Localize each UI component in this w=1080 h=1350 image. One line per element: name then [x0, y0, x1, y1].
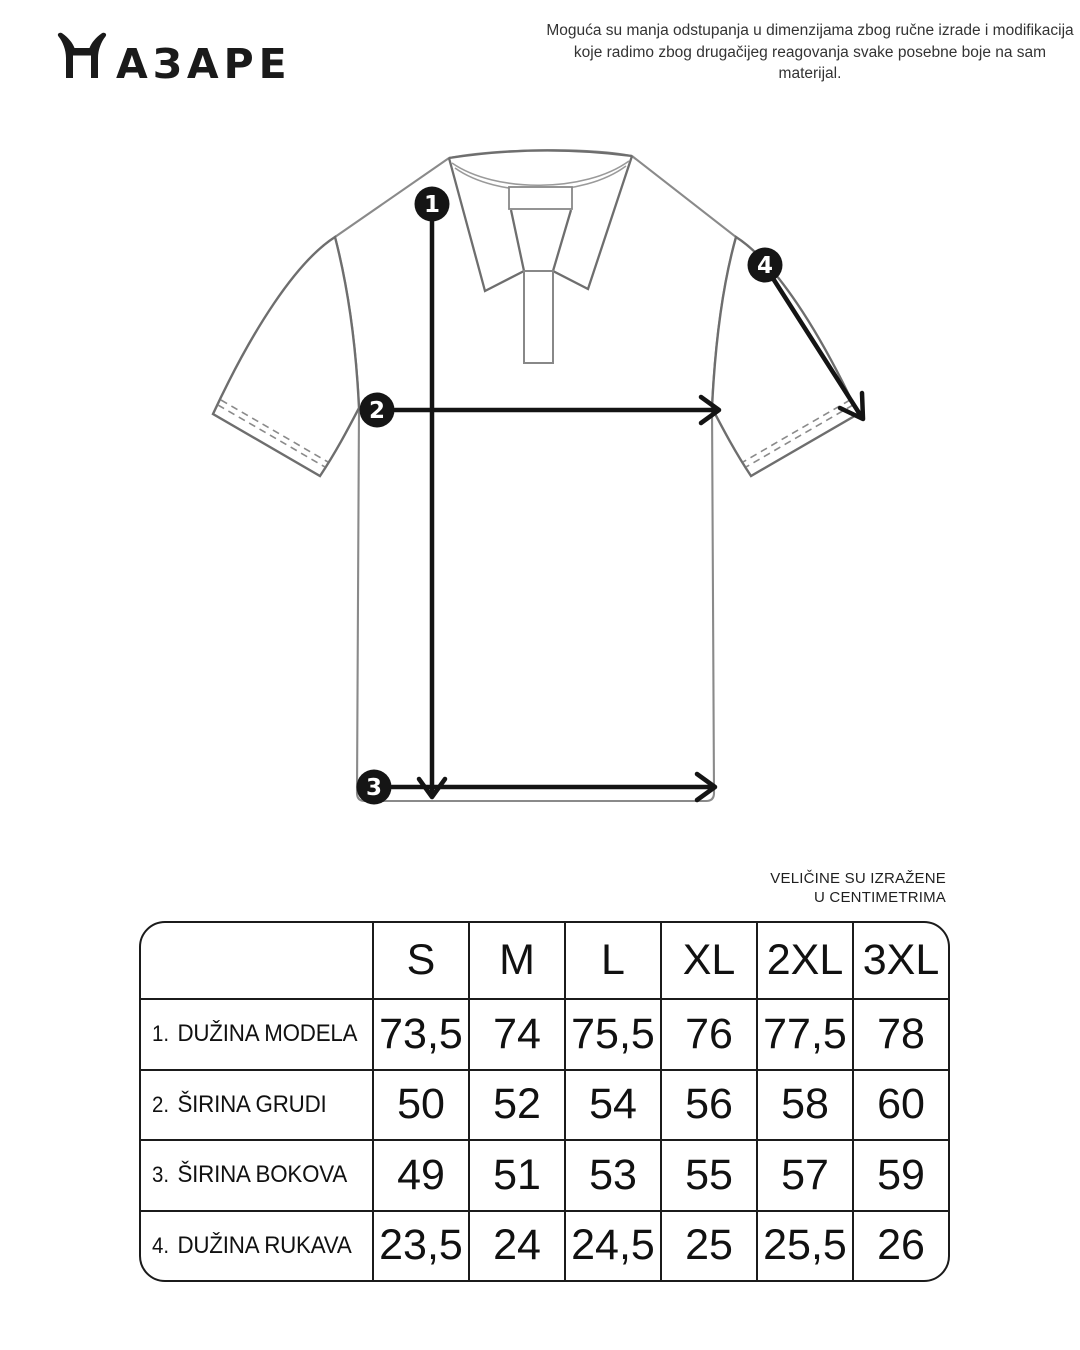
- size-table: [139, 921, 950, 1282]
- value-cell: 52: [468, 1069, 564, 1140]
- shirt-left-sleeve: [213, 237, 359, 476]
- row-label-text: DUŽINA RUKAVA: [177, 1231, 352, 1259]
- brand-wordmark: АЗАРЕ: [116, 40, 292, 84]
- measure-marker-4: [748, 248, 783, 283]
- units-note-line: VELIČINE SU IZRAŽENE: [770, 870, 946, 887]
- shirt-right-sleeve: [712, 237, 858, 476]
- value-cell: 26: [852, 1210, 948, 1281]
- row-number: 2.: [152, 1091, 170, 1117]
- disclaimer-line: Moguća su manja odstupanja u dimenzijama zbog ručne izrade i modifikacija: [546, 22, 1074, 39]
- row-label-duzina-modela: [141, 998, 372, 1069]
- value-cell: 75,5: [564, 998, 660, 1069]
- row-label-sirina-bokova: [141, 1139, 372, 1210]
- column-header-m: M: [468, 923, 564, 998]
- value-cell: 49: [372, 1139, 468, 1210]
- value-cell: 76: [660, 998, 756, 1069]
- measure-marker-1: [415, 187, 450, 222]
- value-cell: 59: [852, 1139, 948, 1210]
- marker-1-number: 1: [423, 192, 441, 218]
- row-label-text: ŠIRINA GRUDI: [177, 1090, 327, 1118]
- neck-label: [509, 187, 572, 209]
- row-label-duzina-rukava: [141, 1210, 372, 1281]
- measure-marker-2: [360, 393, 395, 428]
- column-header-3xl: 3XL: [852, 923, 948, 998]
- value-cell: 73,5: [372, 998, 468, 1069]
- row-number: 3.: [152, 1162, 170, 1188]
- column-header-2xl: 2XL: [756, 923, 852, 998]
- value-cell: 24,5: [564, 1210, 660, 1281]
- value-cell: 78: [852, 998, 948, 1069]
- value-cell: 56: [660, 1069, 756, 1140]
- marker-2-number: 2: [368, 398, 386, 424]
- disclaimer-line: koje radimo zbog drugačijeg reagovanja svake posebne boje na sam materijal.: [573, 43, 1047, 82]
- value-cell: 77,5: [756, 998, 852, 1069]
- column-header-xl: XL: [660, 923, 756, 998]
- value-cell: 53: [564, 1139, 660, 1210]
- row-number: 1.: [152, 1021, 170, 1047]
- marker-4-number: 4: [756, 253, 774, 279]
- value-cell: 74: [468, 998, 564, 1069]
- row-label-text: DUŽINA MODELA: [177, 1020, 358, 1048]
- value-cell: 24: [468, 1210, 564, 1281]
- value-cell: 58: [756, 1069, 852, 1140]
- table-corner-cell: [141, 923, 372, 998]
- value-cell: 60: [852, 1069, 948, 1140]
- units-note: [646, 869, 946, 907]
- value-cell: 51: [468, 1139, 564, 1210]
- row-label-text: ŠIRINA BOKOVA: [177, 1161, 348, 1189]
- column-header-s: S: [372, 923, 468, 998]
- value-cell: 23,5: [372, 1210, 468, 1281]
- marker-3-number: 3: [365, 775, 383, 801]
- units-note-line: U CENTIMETRIMA: [814, 889, 946, 906]
- value-cell: 25,5: [756, 1210, 852, 1281]
- column-header-l: L: [564, 923, 660, 998]
- value-cell: 54: [564, 1069, 660, 1140]
- value-cell: 25: [660, 1210, 756, 1281]
- row-number: 4.: [152, 1232, 170, 1258]
- measure-marker-3: [357, 770, 392, 805]
- placket: [524, 271, 553, 363]
- value-cell: 57: [756, 1139, 852, 1210]
- value-cell: 50: [372, 1069, 468, 1140]
- row-label-sirina-grudi: [141, 1069, 372, 1140]
- value-cell: 55: [660, 1139, 756, 1210]
